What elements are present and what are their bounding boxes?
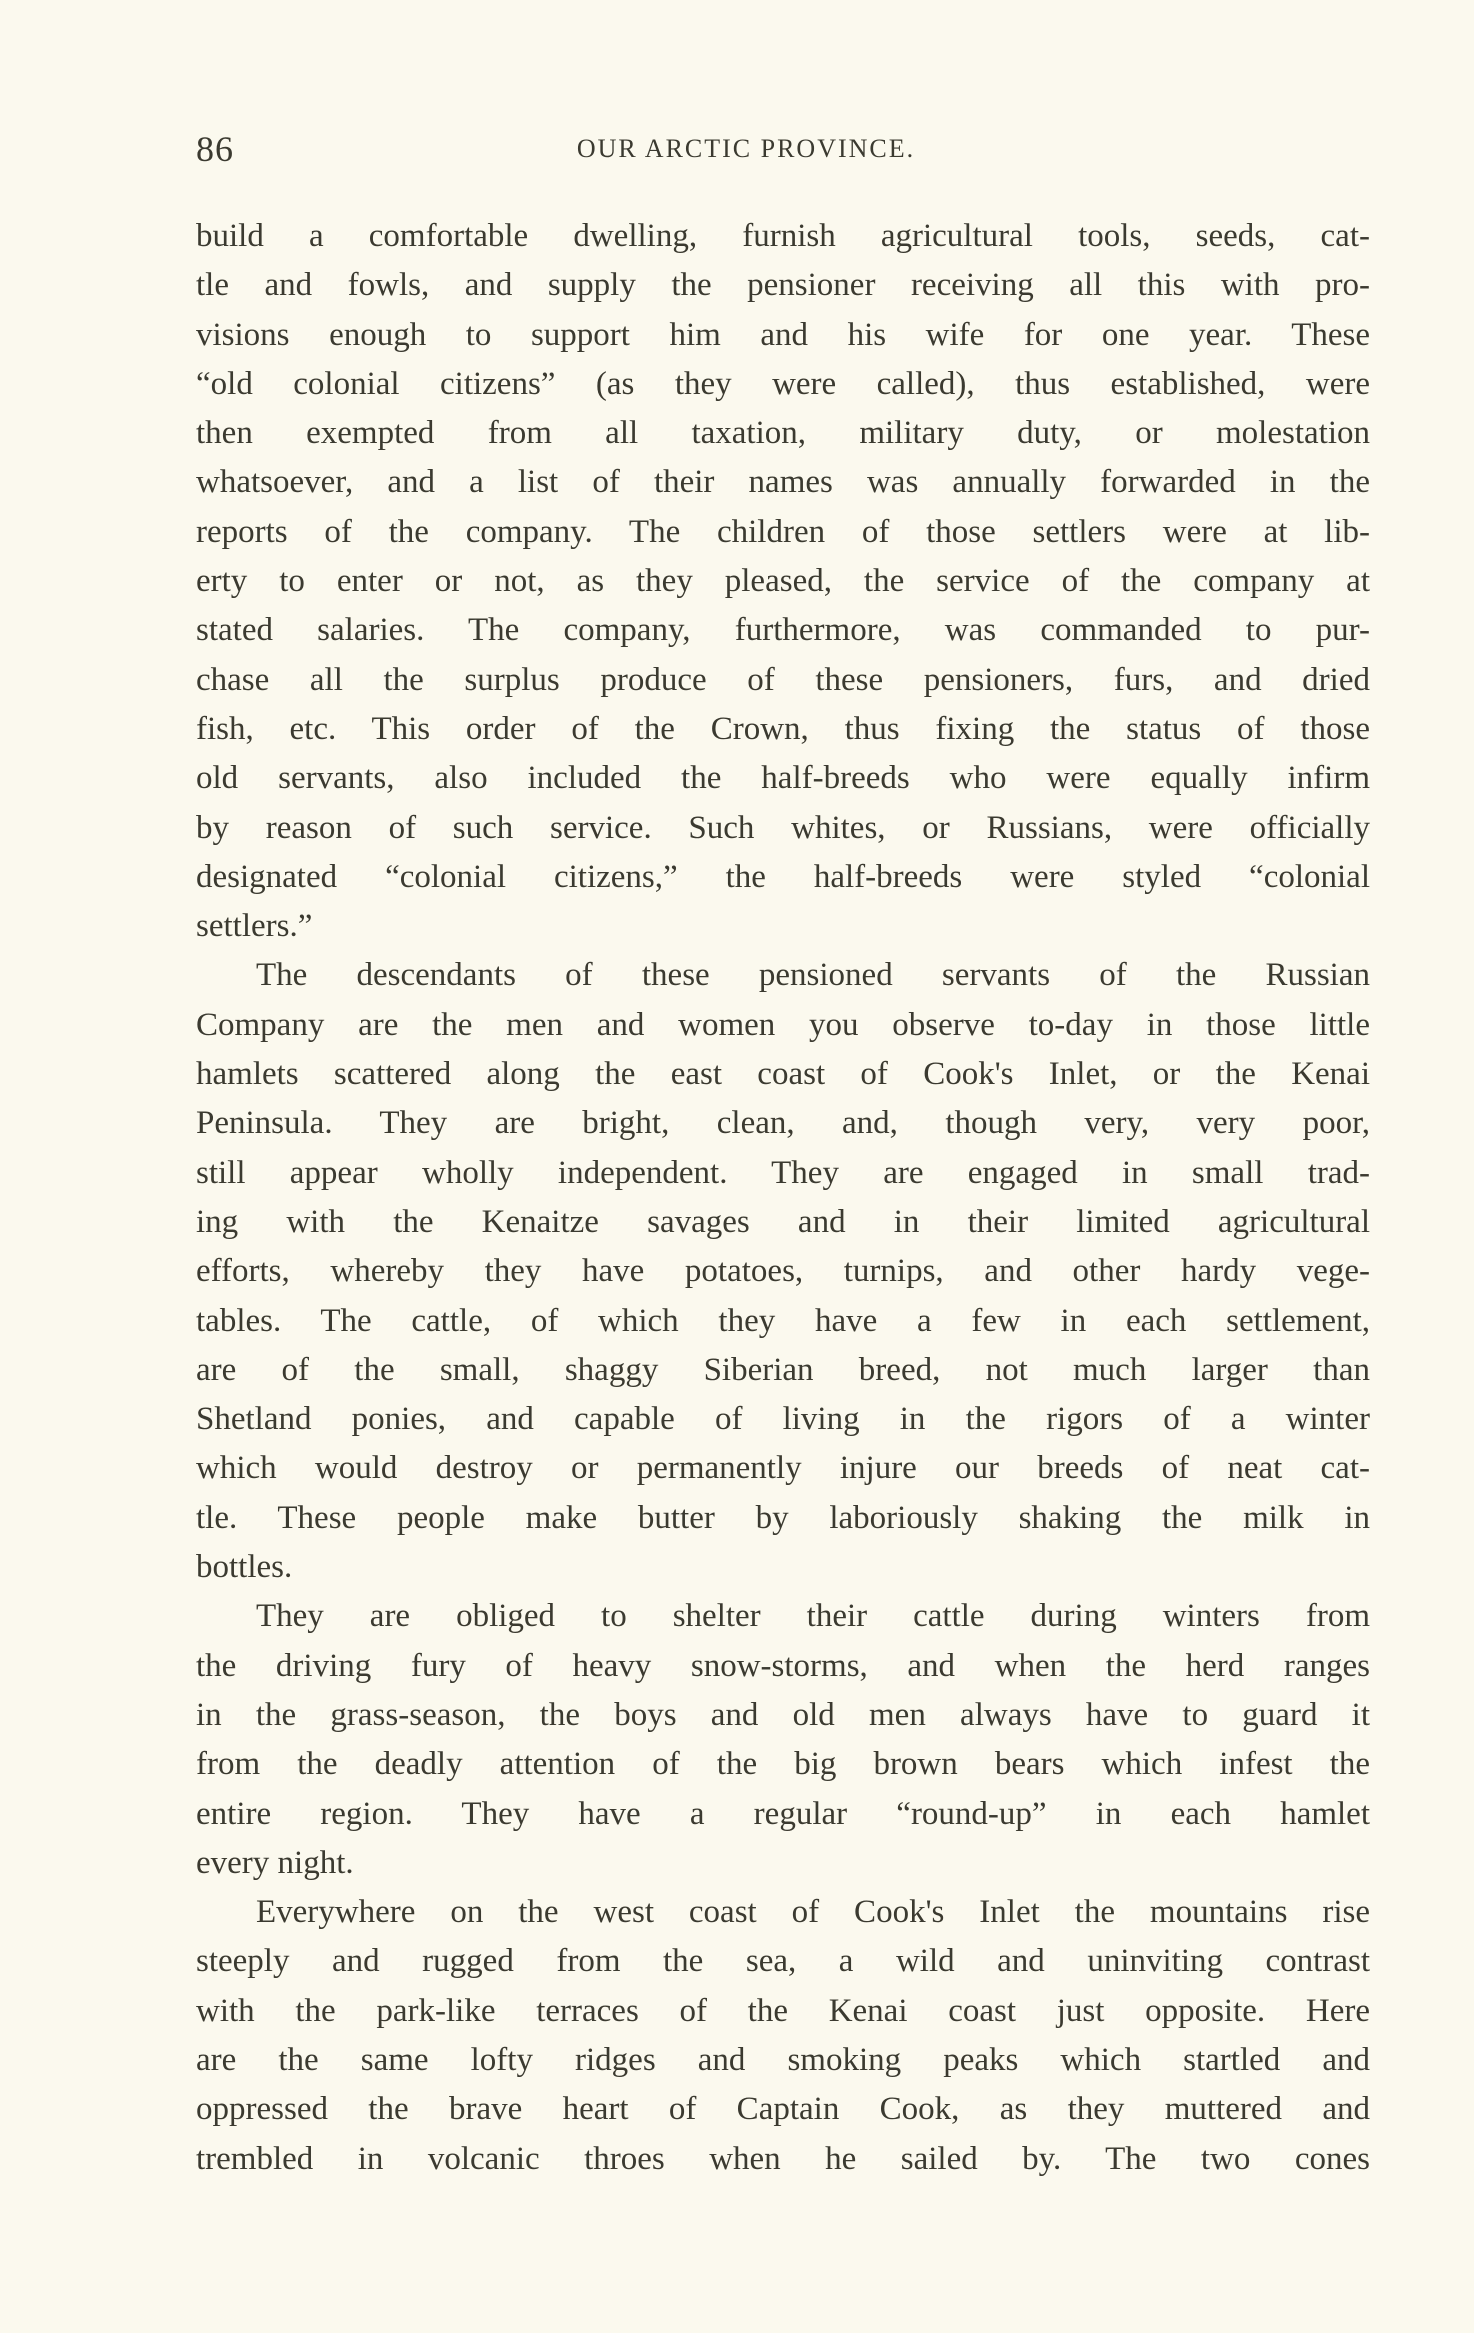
text-line: visions enough to support him and his wife for one year. These (196, 316, 1370, 353)
text-line: trembled in volcanic throes when he sailed by. The two cones (196, 2140, 1370, 2177)
text-line: whatsoever, and a list of their names was annually forwarded in the (196, 464, 1370, 501)
running-header (196, 128, 1370, 172)
text-line: They are obliged to shelter their cattle during winters from (256, 1598, 1370, 1635)
text-line: which would destroy or permanently injure our breeds of neat cat- (196, 1450, 1370, 1487)
text-line: oppressed the brave heart of Captain Cook, as they muttered and (196, 2091, 1370, 2128)
text-line: settlers.” (196, 908, 313, 945)
text-line: tle. These people make butter by laboriously shaking the milk in (196, 1499, 1370, 1536)
text-line: every night. (196, 1844, 354, 1881)
text-line: are of the small, shaggy Siberian breed, not much larger than (196, 1351, 1370, 1388)
text-line: from the deadly attention of the big brown bears which infest the (196, 1746, 1370, 1783)
text-line: by reason of such service. Such whites, or Russians, were officially (196, 809, 1370, 846)
text-line: then exempted from all taxation, military duty, or molestation (196, 415, 1370, 452)
page-number: 86 (196, 129, 234, 169)
text-line: entire region. They have a regular “round-up” in each hamlet (196, 1795, 1370, 1832)
text-line: “old colonial citizens” (as they were called), thus established, were (196, 365, 1370, 402)
text-line: the driving fury of heavy snow-storms, and when the herd ranges (196, 1647, 1370, 1684)
text-line: designated “colonial citizens,” the half-breeds were styled “colonial (196, 858, 1370, 895)
text-line: Everywhere on the west coast of Cook's Inlet the mountains rise (256, 1894, 1370, 1931)
text-line: Shetland ponies, and capable of living in the rigors of a winter (196, 1401, 1370, 1438)
paragraph (196, 951, 1370, 1592)
text-line: tables. The cattle, of which they have a few in each settlement, (196, 1302, 1370, 1339)
body-text (196, 212, 1370, 2184)
text-line: reports of the company. The children of those settlers were at lib- (196, 513, 1370, 550)
text-line: ing with the Kenaitze savages and in their limited agricultural (196, 1203, 1370, 1240)
text-line: fish, etc. This order of the Crown, thus fixing the status of those (196, 710, 1370, 747)
text-line: erty to enter or not, as they pleased, the service of the company at (196, 563, 1370, 600)
text-line: tle and fowls, and supply the pensioner receiving all this with pro- (196, 267, 1370, 304)
text-line: bottles. (196, 1549, 293, 1586)
text-line: efforts, whereby they have potatoes, turnips, and other hardy vege- (196, 1253, 1370, 1290)
paragraph (196, 1592, 1370, 1888)
text-line: still appear wholly independent. They are engaged in small trad- (196, 1154, 1370, 1191)
text-line: are the same lofty ridges and smoking peaks which startled and (196, 2041, 1370, 2078)
text-line: chase all the surplus produce of these pensioners, furs, and dried (196, 661, 1370, 698)
text-line: build a comfortable dwelling, furnish agricultural tools, seeds, cat- (196, 218, 1370, 254)
text-line: old servants, also included the half-breeds who were equally infirm (196, 760, 1370, 797)
running-title: OUR ARCTIC PROVINCE. (576, 134, 916, 163)
text-line: with the park-like terraces of the Kenai coast just opposite. Here (196, 1992, 1370, 2029)
text-line: hamlets scattered along the east coast of Cook's Inlet, or the Kenai (196, 1056, 1370, 1093)
paragraph (196, 1888, 1370, 2184)
text-line: The descendants of these pensioned servants of the Russian (256, 957, 1370, 994)
text-line: stated salaries. The company, furthermore, was commanded to pur- (196, 612, 1370, 649)
text-line: steeply and rugged from the sea, a wild and uninviting contrast (196, 1943, 1370, 1980)
paragraph (196, 212, 1370, 951)
text-line: Peninsula. They are bright, clean, and, though very, very poor, (196, 1105, 1370, 1142)
text-line: Company are the men and women you observe to-day in those little (196, 1006, 1370, 1043)
text-line: in the grass-season, the boys and old men always have to guard it (196, 1696, 1370, 1733)
